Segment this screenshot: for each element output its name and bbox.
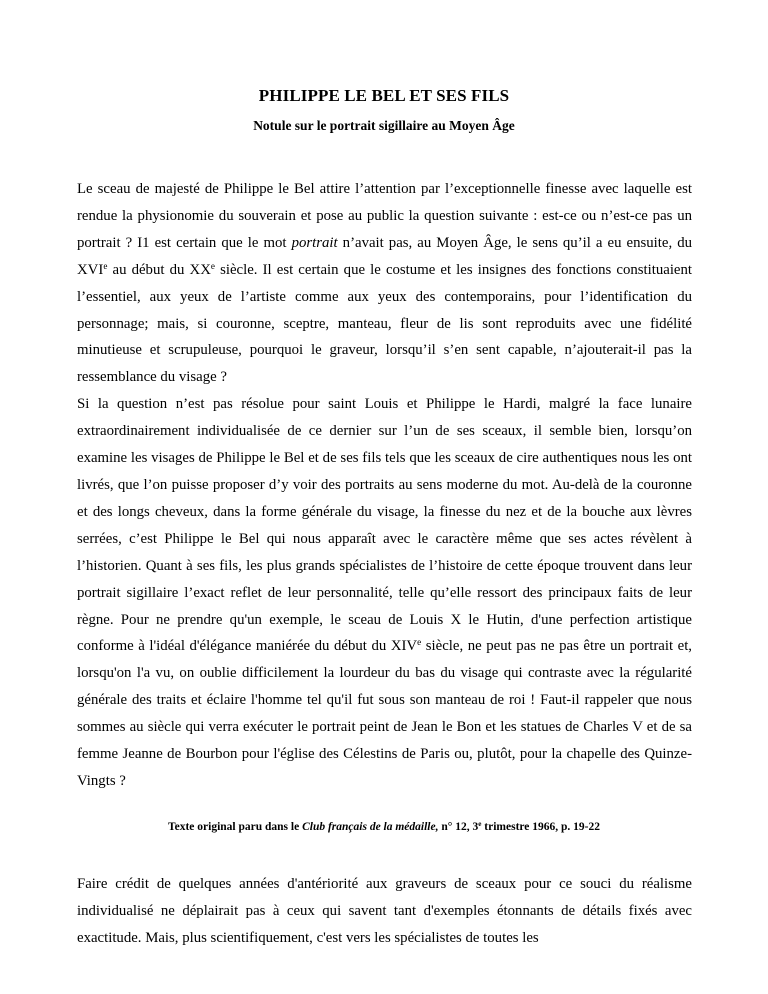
source-citation bbox=[0, 821, 768, 833]
text-run: siècle, ne peut pas ne pas être un portrait et, lorsqu'on l'a vu, on oublie difficilement la lourdeur du bas du visage qui contraste avec la régularité générale des traits et éclaire l'homme tel qu'il fut sous son manteau de roi ! Faut-il rappeler que nous sommes au siècle qui verra exécuter le portrait peint de Jean le Bon et les statues de Charles V et de sa femme Jeanne de Bourbon pour l'église des Célestins de Paris ou, plutôt, pour la chapelle des Quinze-Vingts ? bbox=[77, 638, 692, 789]
page-subtitle: Notule sur le portrait sigillaire au Moyen Âge bbox=[253, 118, 515, 133]
superscript: e bbox=[478, 820, 482, 829]
text-run: Le sceau de majesté de Philippe le Bel attire l’attention par l’exceptionnelle finesse avec laquelle est rendue la physionomie du souverain et pose au public la question suivante : est-ce ou n’est-ce pas un portrait ? I1 est certain que le mot bbox=[77, 181, 692, 251]
paragraph-2 bbox=[77, 391, 692, 795]
publication-title: Club français de la médaille, bbox=[302, 821, 439, 833]
text-run: siècle. Il est certain que le costume et les insignes des fonctions constituaient l’essentiel, aux yeux de l’artiste comme aux yeux des contemporains, pour l’identification du personnage; mais, si couronne, sceptre, manteau, fleur de lis sont reproduits avec une fidélité minutieuse et scrupuleuse, pourquoi le graveur, lorsqu’il s’en sent capable, n’ajouterait-il pas la ressemblance du visage ? bbox=[77, 261, 693, 386]
body-text-continued bbox=[77, 871, 692, 952]
paragraph-1 bbox=[77, 176, 692, 391]
superscript: e bbox=[103, 260, 108, 271]
superscript: e bbox=[210, 260, 215, 271]
text-run: au début du XX bbox=[107, 261, 211, 278]
text-run: n’avait pas, au Moyen Âge, le sens qu’il a eu ensuite, du XVI bbox=[77, 234, 692, 278]
italic-term: portrait bbox=[291, 234, 338, 251]
text-run: trimestre 1966, p. 19-22 bbox=[481, 821, 600, 833]
text-run: Si la question n’est pas résolue pour saint Louis et Philippe le Hardi, malgré la face lunaire extraordinairement individualisée de ce dernier sur l’un de ses sceaux, il semble bien, lorsqu’on examine les visages de Philippe le Bel et de ses fils tels que les sceaux de cire authentiques nous les ont livrés, que l’on puisse proposer d’y voir des portraits au sens moderne du mot. Au-delà de la couronne et des longs cheveux, dans la forme générale du visage, la finesse du nez et de la bouche aux lèvres serrées, c’est Philippe le Bel qui nous apparaît avec le caractère même que ses actes révèlent à l’historien. Quant à ses fils, les plus grands spécialistes de l’histoire de cette époque trouvent dans leur portrait sigillaire l’exact reflet de leur personnalité, telle qu’elle ressort des principaux faits de leur règne. Pour ne prendre qu'un exemple, le sceau de Louis X le Hutin, d'une perfection artistique conforme à l'idéal d'élégance maniérée du début du XIV bbox=[77, 396, 692, 655]
text-run: n° 12, 3 bbox=[438, 821, 479, 833]
superscript: e bbox=[417, 637, 422, 648]
paragraph-3: Faire crédit de quelques années d'antériorité aux graveurs de sceaux pour ce souci du réalisme individualisé ne déplairait pas à ceux qui savent tant d'exemples étonnants de détails fixés avec exactitude. Mais, plus scientifiquement, c'est vers les spécialistes de toutes les bbox=[77, 876, 692, 946]
page-title: PHILIPPE LE BEL ET SES FILS bbox=[258, 86, 510, 105]
body-text bbox=[77, 176, 692, 795]
text-run: Texte original paru dans le bbox=[168, 821, 303, 833]
